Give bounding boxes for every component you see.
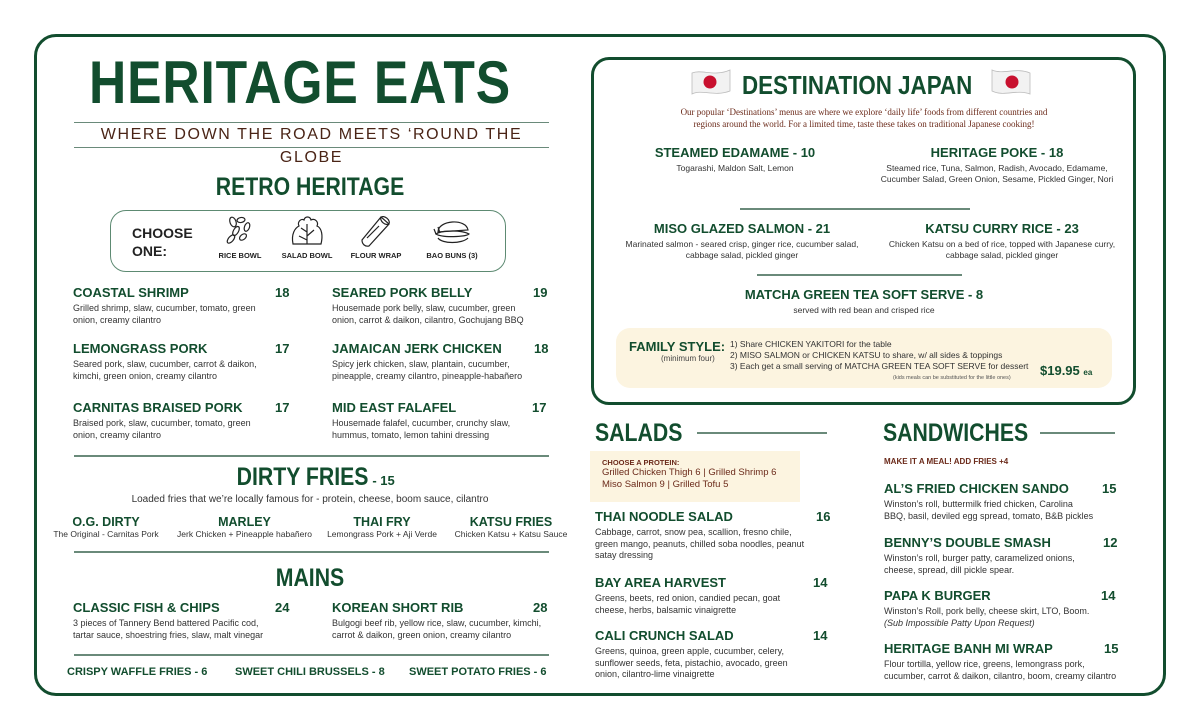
price: 16 (816, 509, 831, 524)
japan-flag-icon (690, 67, 732, 97)
family-style-title: FAMILY STYLE: (629, 339, 726, 354)
price: 17 (275, 341, 290, 356)
price: 14 (813, 628, 828, 643)
divider (74, 455, 549, 457)
protein-options: CHOOSE A PROTEIN: Grilled Chicken Thigh 6 | Grilled Shrimp 6 Miso Salmon 9 | Grilled Tofu 5 (602, 458, 777, 490)
base-option-salad-bowl: SALAD BOWL (267, 214, 347, 260)
side-sweet-chili-brussels: SWEET CHILI BRUSSELS - 8 (235, 666, 385, 678)
mains-title: MAINS (275, 564, 345, 592)
menu-item-carnitas-braised-pork: CARNITAS BRAISED PORK Braised pork, slaw, cucumber, tomato, green onion, creamy cilantro (73, 400, 251, 440)
base-option-flour-wrap: FLOUR WRAP (336, 214, 416, 260)
divider (1040, 432, 1115, 434)
fries-option-og-dirty: O.G. DIRTY The Original - Carnitas Pork (53, 515, 159, 539)
side-crispy-waffle-fries: CRISPY WAFFLE FRIES - 6 (67, 666, 208, 678)
dirty-fries-description: Loaded fries that we’re locally famous for - protein, cheese, boom sauce, cilantro (131, 494, 489, 505)
base-option-bao-buns: BAO BUNS (3) (412, 214, 492, 260)
divider (740, 208, 970, 210)
price: 18 (534, 341, 549, 356)
menu-item-bennys-double-smash: BENNY’S DOUBLE SMASH Winston’s roll, burger patty, caramelized onions, cheese, spread, dill pickle spear. (884, 535, 1075, 575)
tagline: WHERE DOWN THE ROAD MEETS ‘ROUND THE GLOBE (74, 122, 549, 148)
menu-item-seared-pork-belly: SEARED PORK BELLY Housemade pork belly, slaw, cucumber, green onion, carrot & daikon, cilantro, Gochujang BBQ (332, 285, 524, 325)
sandwiches-title: SANDWICHES (883, 419, 1029, 447)
menu-item-korean-short-rib: KOREAN SHORT RIB Bulgogi beef rib, yellow rice, slaw, cucumber, kimchi, carrot & daikon, green onion, creamy cilantro (332, 600, 542, 640)
japan-item-miso-glazed-salmon: MISO GLAZED SALMON - 21 Marinated salmon - seared crisp, ginger rice, cucumber salad, cabbage salad, pickled ginger (625, 221, 859, 260)
family-style-steps: 1) Share CHICKEN YAKITORI for the table 2) MISO SALMON or CHICKEN KATSU to share, w/ all sides & toppings 3) Each get a small serving of MATCHA GREEN TEA SOFT SERVE for dessert (730, 339, 1029, 371)
japan-item-matcha-soft-serve: MATCHA GREEN TEA SOFT SERVE - 8 served with red bean and crisped rice (744, 287, 984, 315)
price: 14 (1101, 588, 1116, 603)
divider (74, 551, 549, 553)
price: 18 (275, 285, 290, 300)
divider (757, 274, 962, 276)
fries-option-marley: MARLEY Jerk Chicken + Pineapple habañero (177, 515, 312, 539)
japan-item-heritage-poke: HERITAGE POKE - 18 Steamed rice, Tuna, Salmon, Radish, Avocado, Edamame, Cucumber Salad, Green Onion, Sesame, Pickled Ginger, Nori (880, 145, 1114, 184)
family-style-minimum: (minimum four) (661, 354, 715, 363)
price: 15 (1104, 641, 1119, 656)
price: 15 (1102, 481, 1117, 496)
menu-item-papa-k-burger: PAPA K BURGER Winston’s Roll, pork belly, cheese skirt, LTO, Boom. (Sub Impossible Patty Upon Request) (884, 588, 1090, 628)
menu-item-mid-east-falafel: MID EAST FALAFEL Housemade falafel, cucumber, crunchy slaw, hummus, tomato, lemon tahini dressing (332, 400, 511, 440)
menu-item-cali-crunch-salad: CALI CRUNCH SALAD Greens, quinoa, green apple, cucumber, celery, sunflower seeds, feta, pistachio, avocado, green onion, cilantro-lime vinaigrette (595, 628, 788, 679)
choose-label: CHOOSE ONE: (132, 225, 193, 259)
dirty-fries-heading: DIRTY FRIES - 15 (236, 463, 395, 491)
japan-item-katsu-curry-rice: KATSU CURRY RICE - 23 Chicken Katsu on a bed of rice, topped with Japanese curry, cabbage salad, pickled ginger (888, 221, 1116, 260)
menu-item-coastal-shrimp: COASTAL SHRIMP Grilled shrimp, slaw, cucumber, tomato, green onion, creamy cilantro (73, 285, 256, 325)
japan-intro: Our popular ‘Destinations’ menus are where we explore ‘daily life’ foods from different countries and regions around the world. For a limited time, taste these takes on traditional Japanese cooking! (680, 107, 1048, 129)
price: 12 (1103, 535, 1118, 550)
divider (697, 432, 827, 434)
price: 17 (275, 400, 290, 415)
base-option-rice-bowl: RICE BOWL (200, 214, 280, 260)
menu-item-thai-noodle-salad: THAI NOODLE SALAD Cabbage, carrot, snow pea, scallion, fresno chile, green mango, peanuts, chilled soba noodles, peanut satay dressing (595, 509, 805, 560)
japan-flag-icon (990, 67, 1032, 97)
side-sweet-potato-fries: SWEET POTATO FRIES - 6 (409, 666, 547, 678)
menu-item-jamaican-jerk-chicken: JAMAICAN JERK CHICKEN Spicy jerk chicken, slaw, plantain, cucumber, pineapple, creamy cilantro, pineapple-habañero (332, 341, 523, 381)
destination-japan-title: DESTINATION JAPAN (742, 70, 973, 100)
salads-title: SALADS (595, 419, 683, 447)
price: 19 (533, 285, 548, 300)
family-style-price: $19.95 ea (1040, 363, 1093, 378)
restaurant-title: HERITAGE EATS (88, 49, 512, 116)
bao-bun-icon (432, 214, 472, 248)
price: 17 (532, 400, 547, 415)
fries-option-thai-fry: THAI FRY Lemongrass Pork + Aji Verde (327, 515, 437, 539)
wrap-icon (359, 214, 393, 248)
price: 24 (275, 600, 290, 615)
make-it-a-meal-note: MAKE IT A MEAL! ADD FRIES +4 (884, 457, 1009, 466)
menu-item-heritage-banh-mi-wrap: HERITAGE BANH MI WRAP Flour tortilla, yellow rice, greens, lemongrass pork, cucumber, carrot & daikon, cilantro, boom, creamy cilantro (884, 641, 1117, 681)
rice-icon (223, 214, 257, 248)
fries-option-katsu-fries: KATSU FRIES Chicken Katsu + Katsu Sauce (454, 515, 568, 539)
menu-item-classic-fish-chips: CLASSIC FISH & CHIPS 3 pieces of Tannery Bend battered Pacific cod, tartar sauce, shoestring fries, slaw, malt vinegar (73, 600, 264, 640)
divider (74, 654, 549, 656)
menu-item-lemongrass-pork: LEMONGRASS PORK Seared pork, slaw, cucumber, carrot & daikon, kimchi, green onion, creamy cilantro (73, 341, 257, 381)
japan-item-steamed-edamame: STEAMED EDAMAME - 10 Togarashi, Maldon Salt, Lemon (654, 145, 816, 173)
menu-item-bay-area-harvest: BAY AREA HARVEST Greens, beets, red onion, candied pecan, goat cheese, herbs, balsamic vinaigrette (595, 575, 781, 615)
price: 28 (533, 600, 548, 615)
family-style-note: (kids meals can be substituted for the little ones) (893, 375, 1011, 381)
menu-item-als-fried-chicken-sando: AL’S FRIED CHICKEN SANDO Winston’s roll, buttermilk fried chicken, Carolina BBQ, basil, deviled egg spread, tomato, B&B pickles (884, 481, 1094, 521)
price: 14 (813, 575, 828, 590)
retro-heritage-title: RETRO HERITAGE (215, 173, 405, 201)
lettuce-icon (289, 214, 325, 248)
